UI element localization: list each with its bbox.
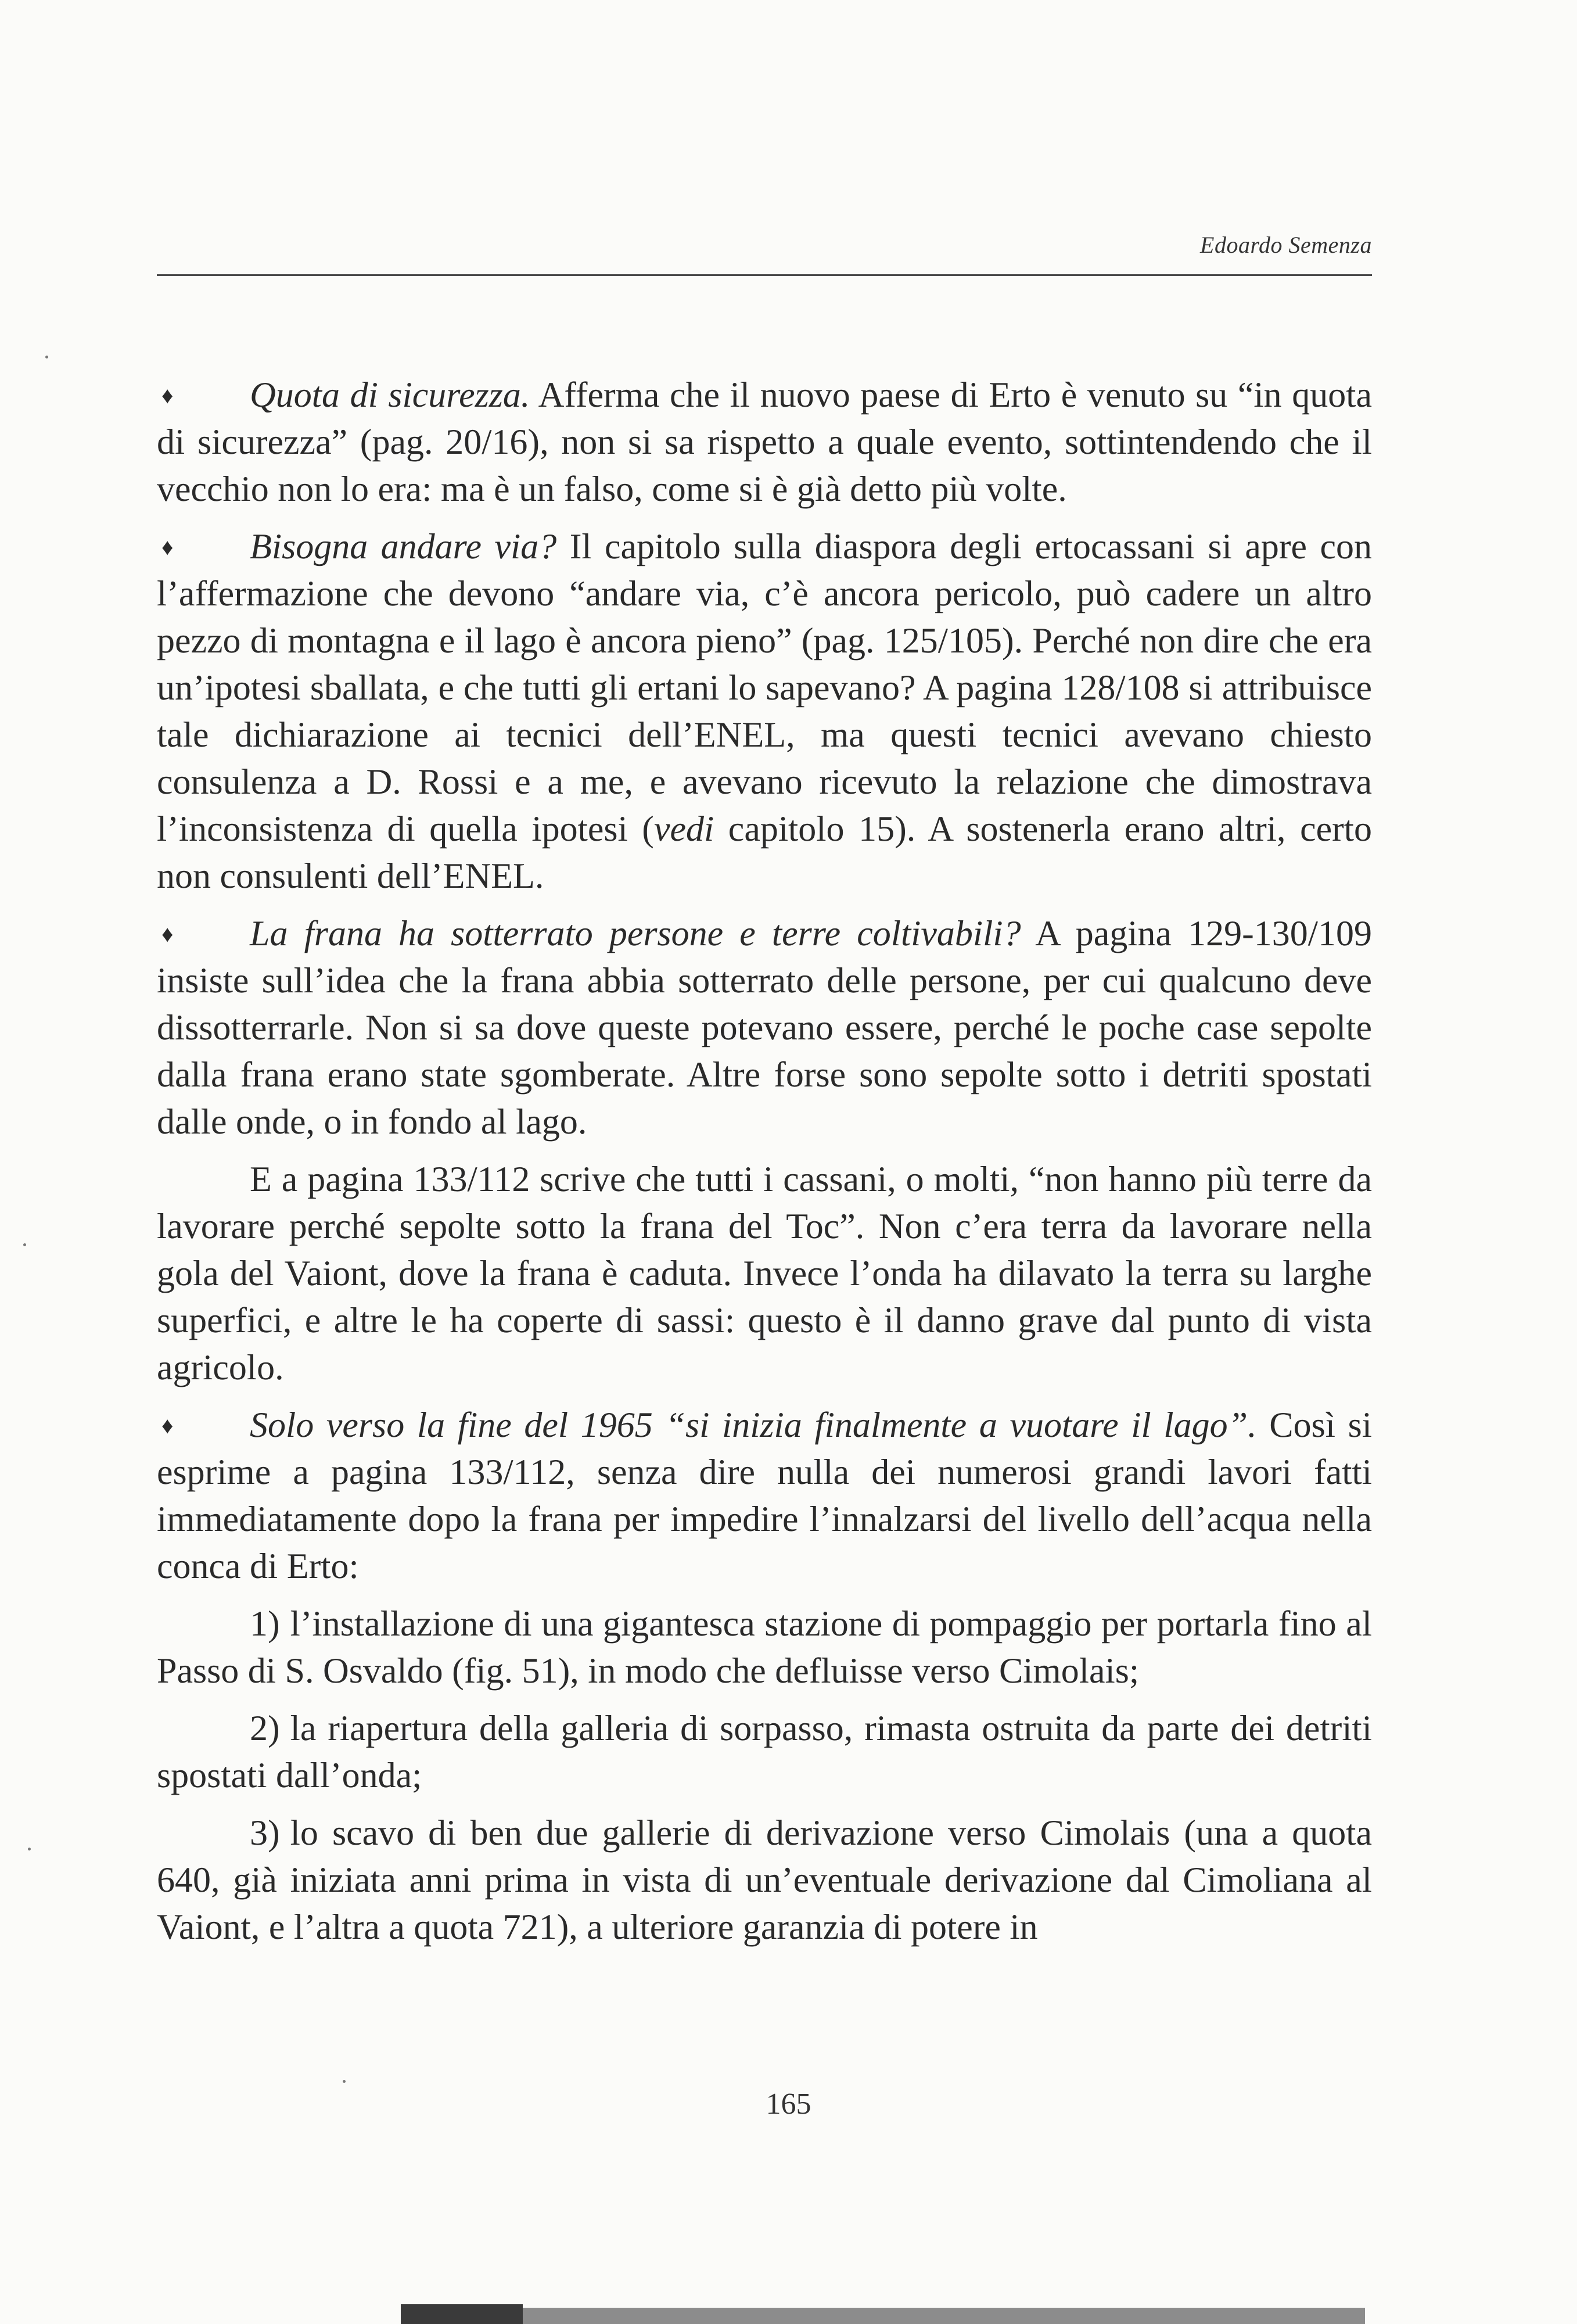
- paragraph-bisogna-andare-via: [157, 523, 1372, 900]
- paragraph-text: E a pagina 133/112 scrive che tutti i cassani, o molti, “non hanno più terre da lavorare perché sepolte sotto la frana del Toc”. Non c’era terra da lavorare nella gola del Vaiont, dove la frana è caduta. Invece l’onda ha dilavato la terra su larghe superfici, e altre le ha coperte di sassi: questo è il danno grave dal punto di vista agricolo.: [157, 1160, 1372, 1387]
- paragraph-title: La frana ha sotterrato persone e terre coltivabili?: [250, 914, 1021, 953]
- paper-speck: [343, 2080, 346, 2083]
- list-number: 3): [250, 1813, 280, 1853]
- paragraph-text: Così si esprime a pagina 133/112, senza dire nulla dei numerosi grandi lavori fatti immediatamente dopo la frana per impedire l’innalzarsi del livello dell’acqua nella conca di Erto:: [157, 1405, 1373, 1586]
- list-text: lo scavo di ben due gallerie di derivazione verso Cimolais (una a quota 640, già iniziata anni prima in vista di un’eventuale derivazione dal Cimoliana al Vaiont, e l’altra a quota 721), a ulteriore garanzia di potere in: [157, 1813, 1372, 1947]
- list-item: [157, 1705, 1372, 1799]
- vedi-reference: vedi: [653, 809, 714, 849]
- paragraph-title: Solo verso la fine del 1965 “si inizia finalmente a vuotare il lago”.: [250, 1405, 1257, 1445]
- list-item: [157, 1810, 1372, 1951]
- paragraph-text: Afferma che il nuovo paese di Erto è venuto su “in quota di sicurezza” (pag. 20/16), non si sa rispetto a quale evento, sottintendendo che il vecchio non lo era: ma è un falso, come si è già detto più volte.: [157, 375, 1372, 509]
- list-text: l’installazione di una gigantesca stazione di pompaggio per portarla fino al Passo di S. Osvaldo (fig. 51), in modo che defluisse verso Cimolais;: [157, 1604, 1372, 1691]
- paragraph-text: capitolo 15). A sostenerla erano altri, certo non consulenti dell’ENEL.: [157, 809, 1372, 896]
- header-rule: [157, 274, 1372, 276]
- paragraph-solo-verso-la-fine: [157, 1402, 1372, 1590]
- list-number: 1): [250, 1604, 280, 1644]
- paragraph-title: Quota di sicurezza.: [250, 375, 530, 415]
- paragraph-text: Il capitolo sulla diaspora degli ertocassani si apre con l’affermazione che devono “andare via, c’è ancora pericolo, può cadere un altro pezzo di montagna e il lago è ancora pieno” (pag. 125/105). Perché non dire che era un’ipotesi sballata, e che tutti gli ertani lo sapevano? A pagina 128/108 si attribuisce tale dichiarazione ai tecnici dell’ENEL, ma questi tecnici avevano chiesto consulenza a D. Rossi e a me, e avevano ricevuto la relazione che dimostrava l’inconsistenza di quella ipotesi (: [157, 527, 1372, 849]
- paragraph-text: A pagina 129-130/109 insiste sull’idea che la frana abbia sotterrato delle persone, per cui qualcuno deve dissotterrarle. Non si sa dove queste potevano essere, perché le poche case sepolte dalla frana erano state sgomberate. Altre forse sono sepolte sotto i detriti spostati dalle onde, o in fondo al lago.: [157, 914, 1372, 1142]
- paper-speck: [45, 356, 48, 358]
- bullet-icon: ♦: [161, 921, 174, 947]
- paragraph-la-frana: [157, 910, 1372, 1146]
- paper-speck: [28, 1848, 31, 1850]
- body-text: [157, 372, 1372, 1961]
- page-edge-shadow: [401, 2308, 1365, 2324]
- bullet-icon: ♦: [161, 534, 174, 560]
- list-number: 2): [250, 1709, 280, 1748]
- paragraph-quota-di-sicurezza: [157, 372, 1372, 513]
- paragraph-title: Bisogna andare via?: [250, 527, 557, 566]
- running-head: Edoardo Semenza: [1200, 232, 1372, 258]
- list-item: [157, 1601, 1372, 1695]
- bullet-icon: ♦: [161, 1412, 174, 1439]
- paragraph-cassani: [157, 1156, 1372, 1391]
- bullet-icon: ♦: [161, 382, 174, 408]
- paper-speck: [23, 1243, 26, 1246]
- page-number: 165: [766, 2088, 811, 2121]
- list-text: la riapertura della galleria di sorpasso, rimasta ostruita da parte dei detriti spostati dall’onda;: [157, 1709, 1372, 1795]
- page-edge-shadow-dark: [401, 2304, 523, 2324]
